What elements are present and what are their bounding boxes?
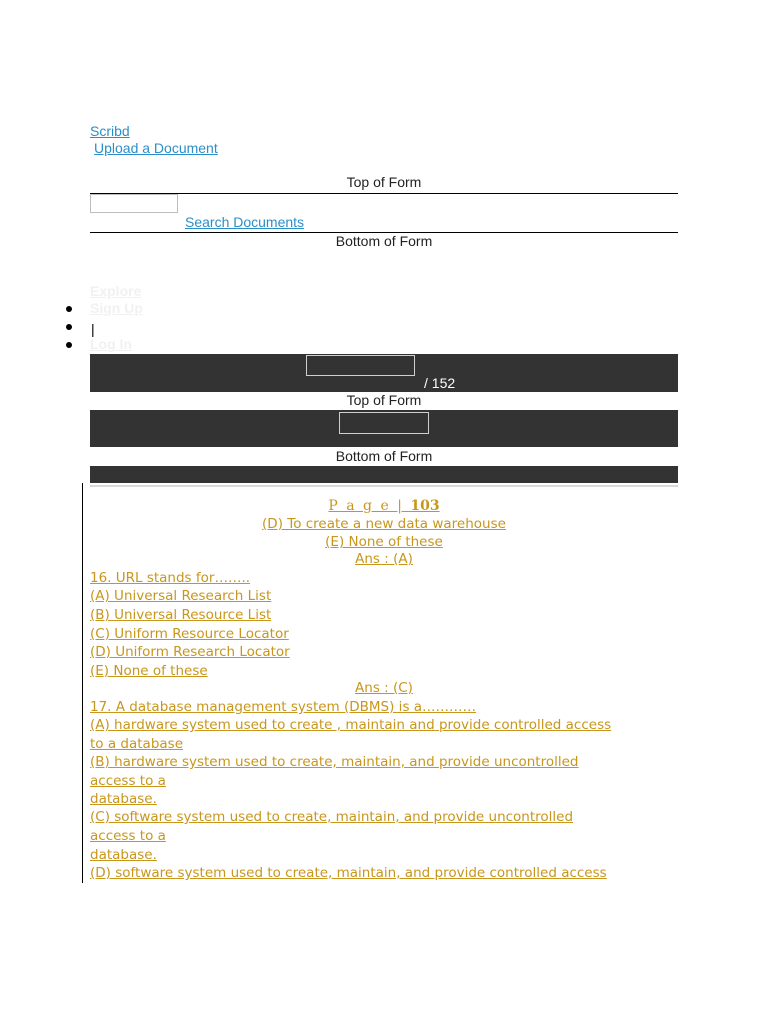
nav-login-link[interactable]: Log In [90, 336, 132, 352]
form-divider [90, 193, 678, 194]
nav-separator: | [91, 321, 95, 337]
document-line[interactable]: to a database [90, 736, 183, 752]
document-margin-line [82, 483, 83, 883]
form-top-label: Top of Form [346, 392, 422, 408]
scribd-brand-link[interactable]: Scribd [90, 123, 130, 139]
document-line[interactable]: (A) hardware system used to create , maintain and provide controlled access [90, 717, 612, 733]
search-documents-link[interactable]: Search Documents [185, 214, 305, 230]
document-line[interactable]: (B) Universal Resource List [90, 607, 272, 623]
form-bottom-label: Bottom of Form [335, 448, 433, 464]
document-line[interactable]: (D) Uniform Research Locator [90, 644, 290, 660]
toolbar-strip [90, 466, 678, 483]
nav-explore-link[interactable]: Explore [90, 283, 142, 299]
document-line[interactable]: access to a [90, 773, 166, 789]
document-line[interactable]: (E) None of these [90, 663, 208, 679]
document-search-input[interactable] [339, 412, 429, 434]
list-bullet [66, 342, 72, 348]
upload-document-link[interactable]: Upload a Document [94, 140, 218, 156]
search-input[interactable] [90, 194, 178, 213]
document-line[interactable]: (C) Uniform Resource Locator [90, 626, 289, 642]
page-header-prefix: P a g e | [328, 498, 411, 514]
document-line[interactable]: (D) To create a new data warehouse [262, 516, 506, 532]
page-number-input[interactable] [306, 355, 415, 376]
document-top-rule [90, 485, 678, 487]
list-bullet [66, 306, 72, 312]
document-line[interactable]: database. [90, 847, 157, 863]
form-bottom-label: Bottom of Form [335, 233, 433, 249]
document-line[interactable]: (B) hardware system used to create, maintain, and provide uncontrolled [90, 754, 579, 770]
document-line[interactable]: access to a [90, 828, 166, 844]
document-line[interactable]: (E) None of these [325, 534, 443, 550]
document-line[interactable]: database. [90, 791, 157, 807]
document-line[interactable]: (A) Universal Research List [90, 588, 272, 604]
form-top-label: Top of Form [346, 174, 422, 190]
document-line[interactable]: 17. A database management system (DBMS) is a………… [90, 699, 477, 715]
nav-signup-link[interactable]: Sign Up [90, 300, 143, 316]
page-header[interactable] [90, 498, 678, 514]
page-total-label: / 152 [424, 375, 456, 391]
document-line[interactable]: Ans : (A) [355, 551, 413, 567]
page-number: 103 [410, 498, 440, 514]
document-line[interactable]: (D) software system used to create, maintain, and provide controlled access [90, 865, 607, 881]
document-line[interactable]: (C) software system used to create, maintain, and provide uncontrolled [90, 809, 574, 825]
document-line[interactable]: 16. URL stands for…….. [90, 570, 251, 586]
document-line[interactable]: Ans : (C) [355, 680, 413, 696]
list-bullet [66, 324, 72, 330]
